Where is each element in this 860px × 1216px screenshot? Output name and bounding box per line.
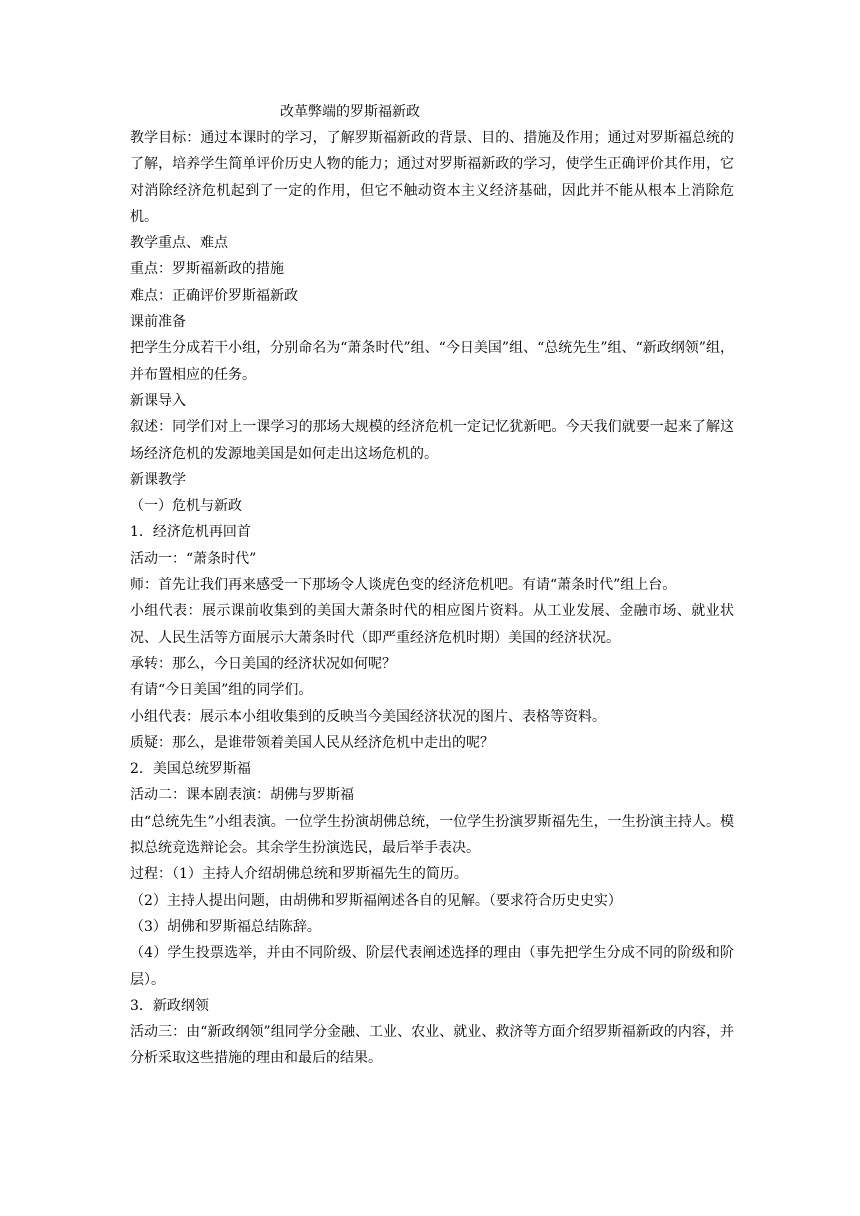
paragraph-subsection-3: 3．新政纲领 [130,997,209,1014]
paragraph-difficult-point: 难点：正确评价罗斯福新政 [130,287,298,304]
paragraph-subsection-1: 1．经济危机再回首 [130,524,251,541]
paragraph-teaching-heading: 新课教学 [130,471,186,488]
paragraph-invite: 有请“今日美国”组的同学们。 [130,682,313,699]
paragraph-preparation: 把学生分成若干小组，分别命名为“萧条时代”组、“今日美国”组、“总统先生”组、“新政纲领”组，并布置相应的任务。 [130,340,734,383]
paragraph-subsection-2: 2．美国总统罗斯福 [130,761,251,778]
paragraph-process-1: 过程：（1）主持人介绍胡佛总统和罗斯福先生的简历。 [130,866,468,883]
document-page [130,99,734,1072]
paragraph-teaching-goals: 教学目标：通过本课时的学习，了解罗斯福新政的背景、目的、措施及作用；通过对罗斯福总统的了解，培养学生简单评价历史人物的能力；通过对罗斯福新政的学习，使学生正确评价其作用，它对消除经济危机起到了一定的作用，但它不触动资本主义经济基础，因此并不能从根本上消除危机。 [130,130,734,225]
paragraph-process-2: （2）主持人提出问题，由胡佛和罗斯福阐述各自的见解。（要求符合历史史实） [130,892,622,909]
paragraph-question: 质疑：那么，是谁带领着美国人民从经济危机中走出的呢？ [130,734,494,751]
paragraph-group-rep-2: 小组代表：展示本小组收集到的反映当今美国经济状况的图片、表格等资料。 [130,708,606,725]
paragraph-activity-2: 活动二：课本剧表演：胡佛与罗斯福 [130,787,354,804]
document-title: 改革弊端的罗斯福新政 [280,104,420,120]
paragraph-preparation-heading: 课前准备 [130,314,186,331]
paragraph-key-points-heading: 教学重点、难点 [130,235,228,252]
paragraph-activity-3: 活动三：由“新政纲领”组同学分金融、工业、农业、就业、救济等方面介绍罗斯福新政的内容，并分析采取这些措施的理由和最后的结果。 [130,1024,734,1067]
paragraph-teacher: 师：首先让我们再来感受一下那场令人谈虎色变的经济危机吧。有请“萧条时代”组上台。 [130,577,677,594]
paragraph-section-one: （一）危机与新政 [130,498,242,515]
paragraph-activity-1: 活动一：“萧条时代” [130,550,257,567]
paragraph-process-3: （3）胡佛和罗斯福总结陈辞。 [130,918,321,935]
paragraph-performance: 由“总统先生”小组表演。一位学生扮演胡佛总统，一位学生扮演罗斯福先生，一生扮演主持人。模拟总统竞选辩论会。其余学生扮演选民，最后举手表决。 [130,813,734,857]
paragraph-intro: 叙述：同学们对上一课学习的那场大规模的经济危机一定记忆犹新吧。今天我们就要一起来了解这场经济危机的发源地美国是如何走出这场危机的。 [130,419,734,462]
paragraph-key-point: 重点：罗斯福新政的措施 [130,261,284,278]
paragraph-intro-heading: 新课导入 [130,392,186,409]
paragraph-group-rep-1: 小组代表：展示课前收集到的美国大萧条时代的相应图片资料。从工业发展、金融市场、就业状况、人民生活等方面展示大萧条时代（即严重经济危机时期）美国的经济状况。 [130,603,734,646]
paragraph-transition: 承转：那么，今日美国的经济状况如何呢？ [130,655,396,672]
paragraph-process-4: （4）学生投票选举，并由不同阶级、阶层代表阐述选择的理由（事先把学生分成不同的阶级和阶层）。 [130,945,734,988]
